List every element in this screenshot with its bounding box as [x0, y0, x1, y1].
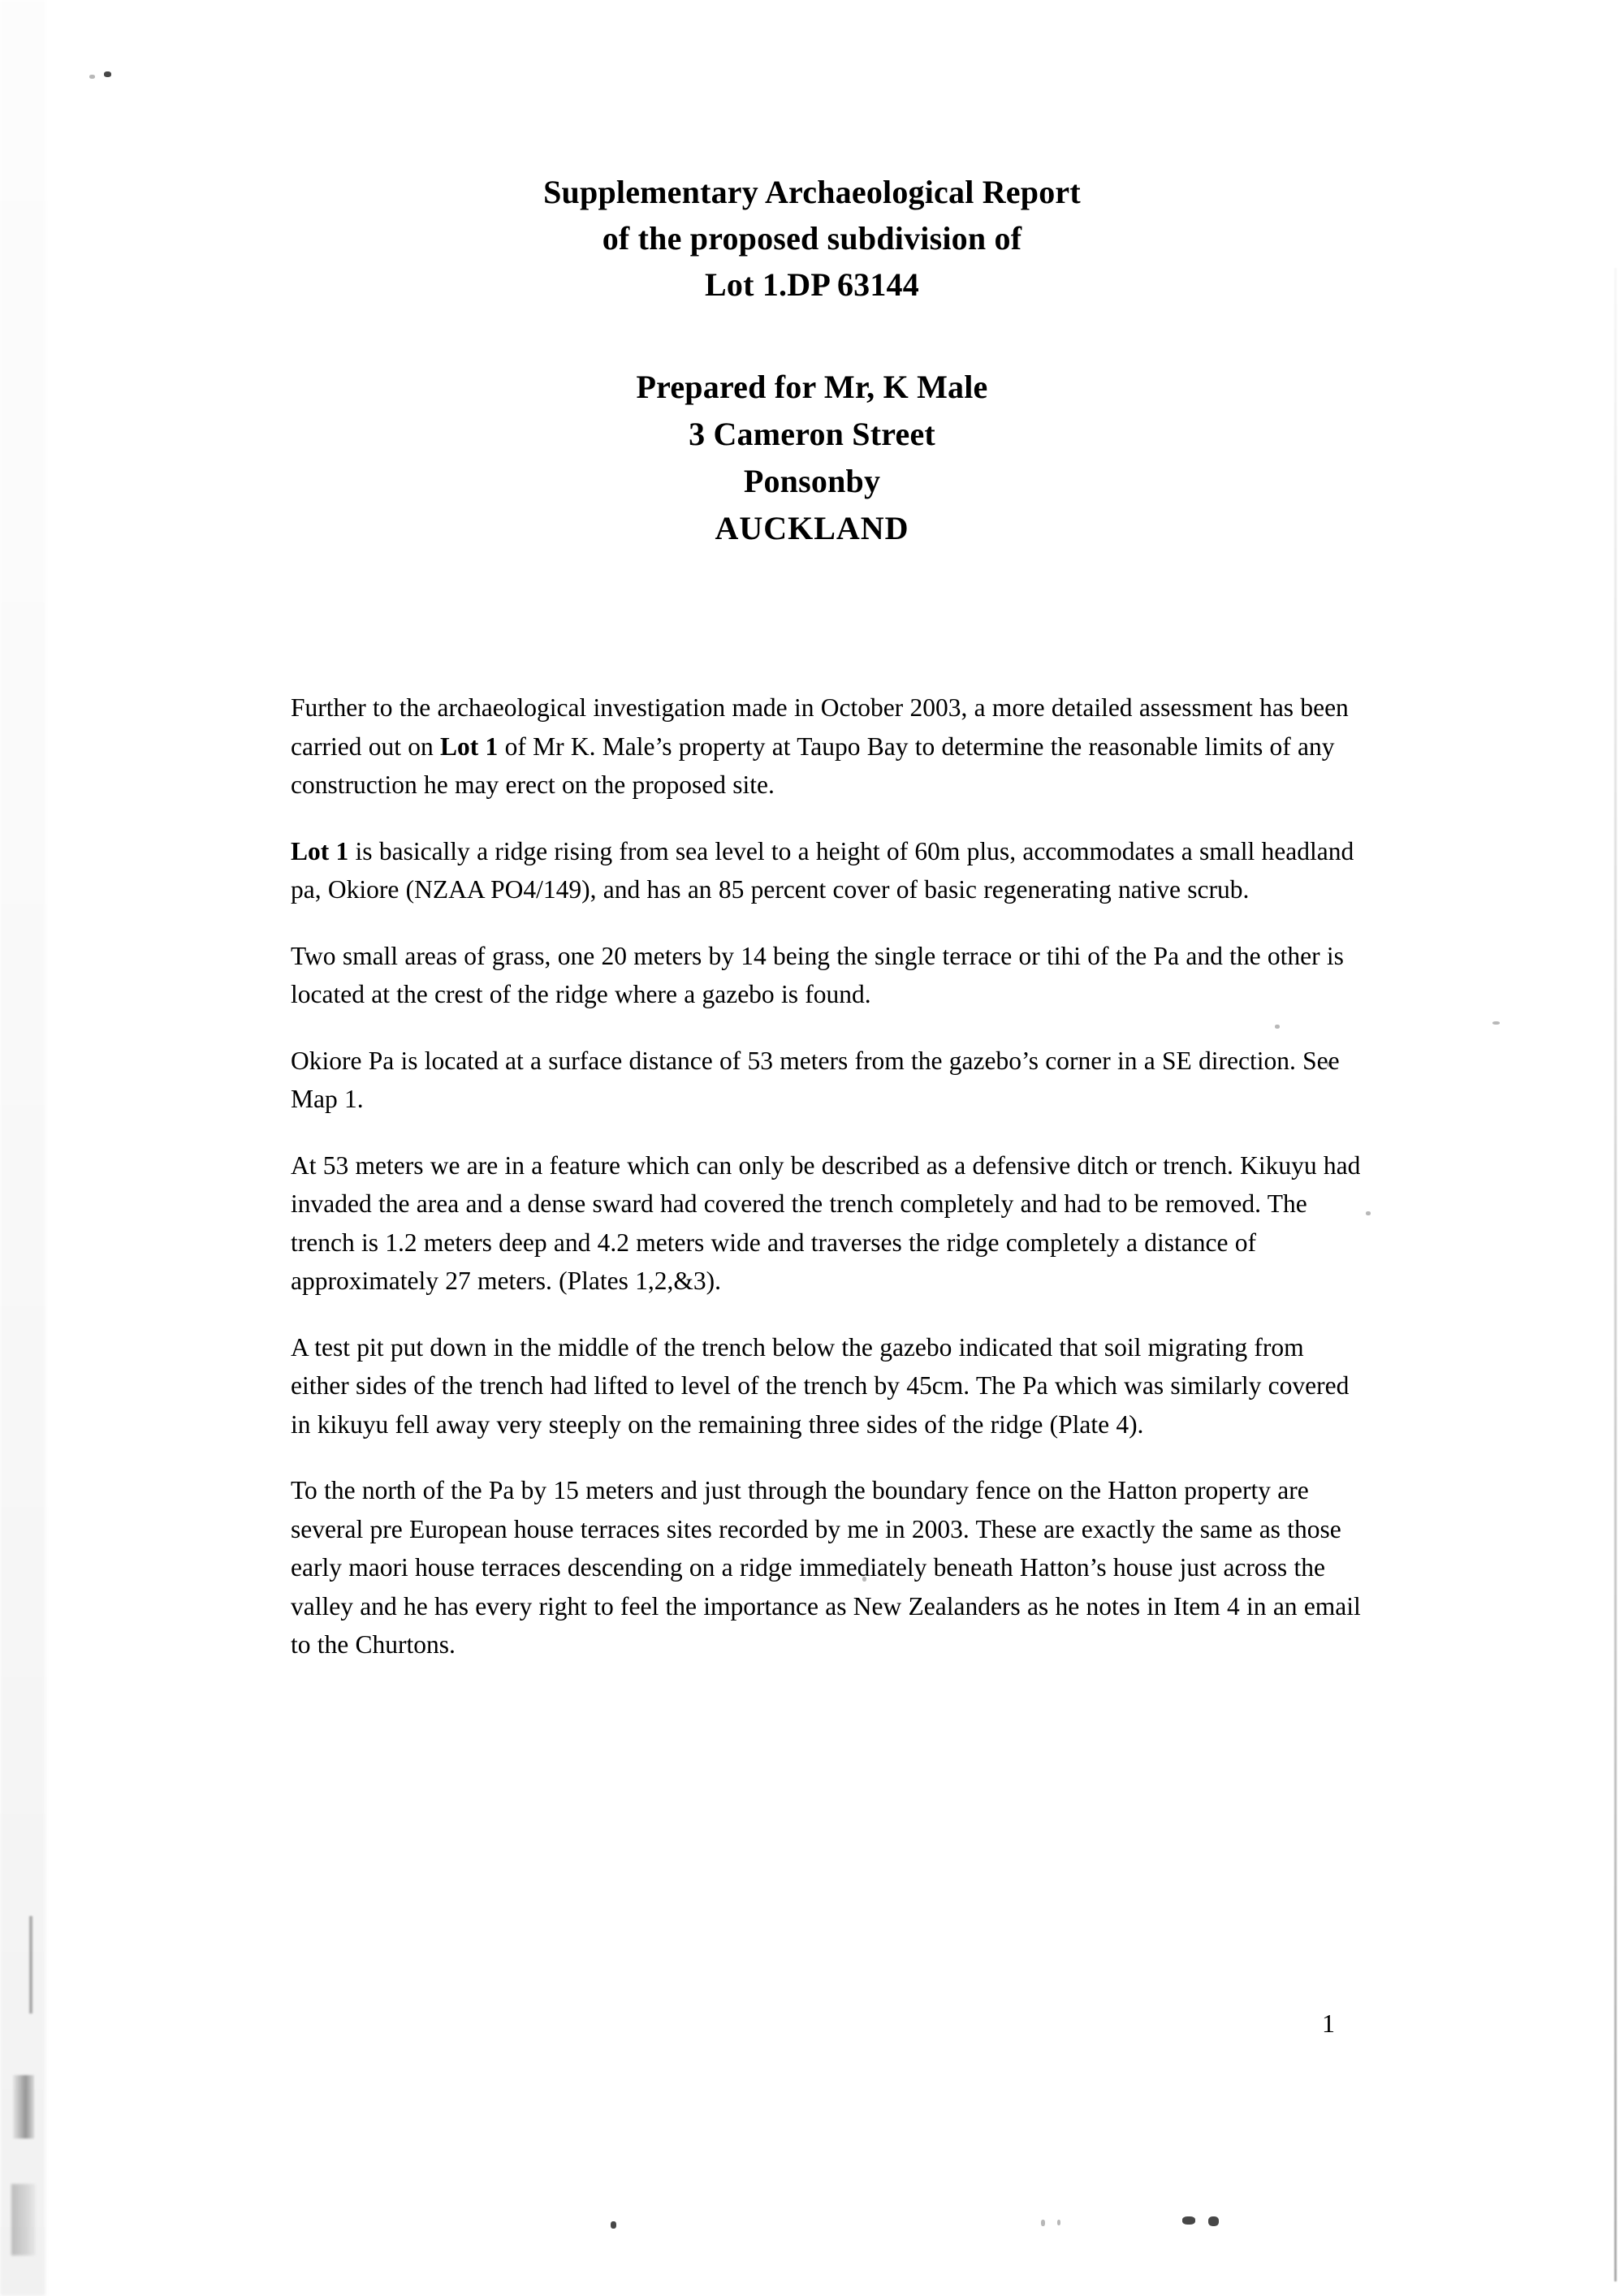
p4-okiore-location — [291, 1042, 1363, 1119]
scan-speck — [1057, 2220, 1060, 2225]
p7-hatton-terraces — [291, 1471, 1363, 1664]
addressee-suburb: Ponsonby — [743, 463, 881, 499]
scan-speck — [104, 71, 111, 77]
scan-smudge-lower-left — [13, 2075, 34, 2138]
scan-speck — [1366, 1211, 1371, 1215]
addressee-name: Prepared for Mr, K Male — [636, 369, 988, 405]
addressee-street: 3 Cameron Street — [689, 416, 935, 452]
body-text: of Mr K. Male’s property at Taupo Bay to determine the reasonable limits of any construction he may erect on the proposed site. — [291, 732, 1335, 799]
p3-grass-areas — [291, 937, 1363, 1014]
body-text: Further to the archaeological investigation made in October 2003, a more detailed assessment has been carried out on — [291, 693, 1349, 761]
scan-edge-shadow-left — [0, 0, 45, 2296]
scan-edge-line-right — [1614, 268, 1617, 2281]
scan-speck — [1208, 2216, 1219, 2226]
title-line-1: Supplementary Archaeological Report — [543, 174, 1081, 210]
emphasis-text: Lot 1 — [291, 836, 349, 865]
body-text: is basically a ridge rising from sea level to a height of 60m plus, accommodates a small headland pa, Okiore (NZAA PO4/149), and has an 85 percent cover of basic regenerating native scrub. — [291, 836, 1354, 904]
p2-lot-description — [291, 832, 1363, 909]
scan-speck — [1182, 2216, 1195, 2225]
title-line-3: Lot 1.DP 63144 — [705, 266, 919, 303]
body-text: A test pit put down in the middle of the trench below the gazebo indicated that soil migrating from either sides of the trench had lifted to level of the trench by 45cm. The Pa which was similarly covered in kikuyu fell away very steeply on the remaining three sides of the ridge (Plate 4). — [291, 1332, 1350, 1439]
report-body — [291, 688, 1363, 1664]
scan-speck — [1041, 2220, 1045, 2226]
addressee-city: AUCKLAND — [715, 510, 909, 546]
emphasis-text: Lot 1 — [440, 732, 499, 761]
body-text: To the north of the Pa by 15 meters and just through the boundary fence on the Hatton property are several pre European house terraces sites recorded by me in 2003. These are exactly the same as those early maori house terraces descending on a ridge immediately beneath Hatton’s house just across the valley and he has every right to feel the importance as New Zealanders as he notes in Item 4 in an email to the Churtons. — [291, 1476, 1361, 1659]
report-title — [0, 169, 1624, 308]
page-number: 1 — [1322, 2009, 1335, 2038]
scan-speck — [611, 2221, 616, 2229]
scan-speck — [89, 75, 95, 79]
p6-test-pit — [291, 1328, 1363, 1444]
scan-speck — [1492, 1021, 1500, 1025]
scan-edge-line-left — [29, 1916, 32, 2013]
p1-intro — [291, 688, 1363, 805]
p5-trench — [291, 1146, 1363, 1301]
body-text: At 53 meters we are in a feature which can only be described as a defensive ditch or trench. Kikuyu had invaded the area and a dense sward had covered the trench completely and had to be removed. The trench is 1.2 meters deep and 4.2 meters wide and traverses the ridge completely a distance of approximately 27 meters. (Plates 1,2,&3). — [291, 1150, 1361, 1295]
title-line-2: of the proposed subdivision of — [602, 220, 1022, 257]
body-text: Two small areas of grass, one 20 meters by 14 being the single terrace or tihi of the Pa and the other is located at the crest of the ridge where a gazebo is found. — [291, 941, 1344, 1008]
scan-smudge-bottom-left — [11, 2184, 36, 2255]
prepared-for-block — [0, 364, 1624, 552]
body-text: Okiore Pa is located at a surface distance of 53 meters from the gazebo’s corner in a SE direction. See Map 1. — [291, 1046, 1340, 1113]
